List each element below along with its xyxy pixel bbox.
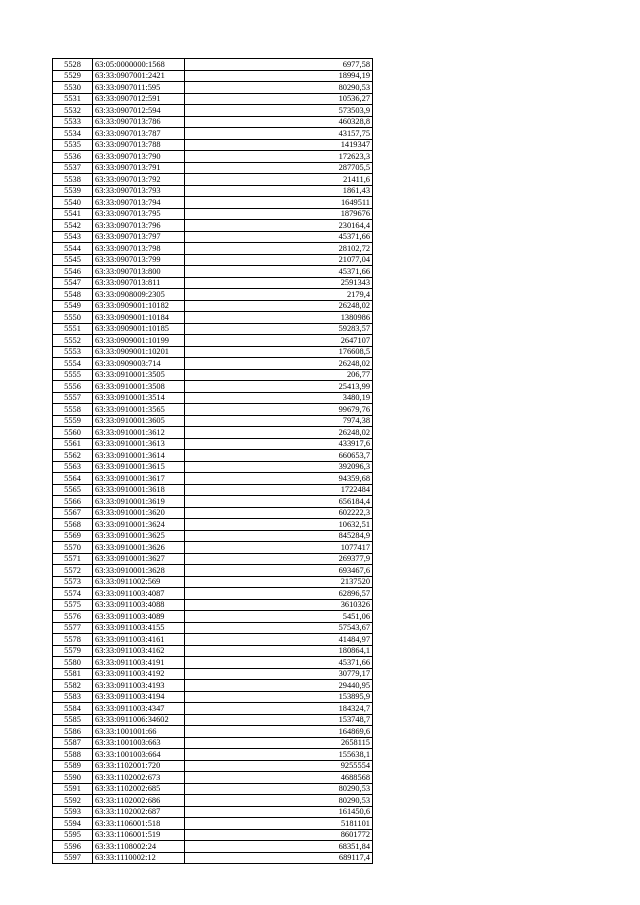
table-row xyxy=(53,70,373,82)
table-row xyxy=(53,289,373,301)
row-number-cell: 5568 xyxy=(53,519,93,531)
value-cell: 9255554 xyxy=(185,760,373,772)
row-number-cell: 5562 xyxy=(53,450,93,462)
row-number-cell: 5594 xyxy=(53,818,93,830)
row-number-cell: 5572 xyxy=(53,565,93,577)
value-cell: 59283,57 xyxy=(185,323,373,335)
cadastral-number-cell: 63:33:0911003:4089 xyxy=(93,611,185,623)
row-number-cell: 5559 xyxy=(53,415,93,427)
value-cell: 230164,4 xyxy=(185,220,373,232)
value-cell: 1649511 xyxy=(185,197,373,209)
value-cell: 5451,06 xyxy=(185,611,373,623)
row-number-cell: 5570 xyxy=(53,542,93,554)
row-number-cell: 5591 xyxy=(53,783,93,795)
value-cell: 2137520 xyxy=(185,576,373,588)
cadastral-number-cell: 63:33:1102002:673 xyxy=(93,772,185,784)
table-row xyxy=(53,243,373,255)
table-body xyxy=(53,59,373,864)
row-number-cell: 5553 xyxy=(53,346,93,358)
cadastral-number-cell: 63:33:1110002:12 xyxy=(93,852,185,864)
cadastral-number-cell: 63:33:0907013:790 xyxy=(93,151,185,163)
cadastral-number-cell: 63:33:0907013:788 xyxy=(93,139,185,151)
table-row xyxy=(53,128,373,140)
row-number-cell: 5557 xyxy=(53,392,93,404)
row-number-cell: 5592 xyxy=(53,795,93,807)
table-row xyxy=(53,645,373,657)
value-cell: 1861,43 xyxy=(185,185,373,197)
value-cell: 460328,8 xyxy=(185,116,373,128)
cadastral-number-cell: 63:33:0907013:791 xyxy=(93,162,185,174)
row-number-cell: 5582 xyxy=(53,680,93,692)
row-number-cell: 5544 xyxy=(53,243,93,255)
cadastral-number-cell: 63:33:0907001:2421 xyxy=(93,70,185,82)
table-row xyxy=(53,162,373,174)
table-row xyxy=(53,404,373,416)
value-cell: 433917,6 xyxy=(185,438,373,450)
row-number-cell: 5546 xyxy=(53,266,93,278)
table-row xyxy=(53,760,373,772)
row-number-cell: 5576 xyxy=(53,611,93,623)
cadastral-number-cell: 63:33:0911002:569 xyxy=(93,576,185,588)
value-cell: 172623,3 xyxy=(185,151,373,163)
row-number-cell: 5556 xyxy=(53,381,93,393)
table-row xyxy=(53,185,373,197)
value-cell: 602222,3 xyxy=(185,507,373,519)
value-cell: 689117,4 xyxy=(185,852,373,864)
table-row xyxy=(53,507,373,519)
table-row xyxy=(53,381,373,393)
value-cell: 68351,84 xyxy=(185,841,373,853)
cadastral-number-cell: 63:33:0907013:811 xyxy=(93,277,185,289)
cadastral-number-cell: 63:33:0911003:4087 xyxy=(93,588,185,600)
value-cell: 573503,9 xyxy=(185,105,373,117)
row-number-cell: 5563 xyxy=(53,461,93,473)
value-cell: 25413,99 xyxy=(185,381,373,393)
cadastral-number-cell: 63:33:0910001:3613 xyxy=(93,438,185,450)
value-cell: 2647107 xyxy=(185,335,373,347)
cadastral-number-cell: 63:33:0907013:798 xyxy=(93,243,185,255)
cadastral-number-cell: 63:05:0000000:1568 xyxy=(93,59,185,71)
cadastral-number-cell: 63:33:0907012:591 xyxy=(93,93,185,105)
value-cell: 3610326 xyxy=(185,599,373,611)
table-row xyxy=(53,254,373,266)
cadastral-number-cell: 63:33:0911006:34602 xyxy=(93,714,185,726)
cadastral-number-cell: 63:33:1102001:720 xyxy=(93,760,185,772)
table-row xyxy=(53,59,373,71)
row-number-cell: 5566 xyxy=(53,496,93,508)
row-number-cell: 5590 xyxy=(53,772,93,784)
table-row xyxy=(53,611,373,623)
cadastral-number-cell: 63:33:0909003:714 xyxy=(93,358,185,370)
value-cell: 99679,76 xyxy=(185,404,373,416)
row-number-cell: 5595 xyxy=(53,829,93,841)
value-cell: 1380986 xyxy=(185,312,373,324)
row-number-cell: 5532 xyxy=(53,105,93,117)
row-number-cell: 5555 xyxy=(53,369,93,381)
cadastral-number-cell: 63:33:0907012:594 xyxy=(93,105,185,117)
row-number-cell: 5529 xyxy=(53,70,93,82)
row-number-cell: 5589 xyxy=(53,760,93,772)
cadastral-number-cell: 63:33:0907013:794 xyxy=(93,197,185,209)
cadastral-number-cell: 63:33:1106001:518 xyxy=(93,818,185,830)
value-cell: 5181101 xyxy=(185,818,373,830)
cadastral-number-cell: 63:33:0907013:795 xyxy=(93,208,185,220)
table-row xyxy=(53,657,373,669)
row-number-cell: 5561 xyxy=(53,438,93,450)
cadastral-number-cell: 63:33:0911003:4193 xyxy=(93,680,185,692)
row-number-cell: 5575 xyxy=(53,599,93,611)
table-row xyxy=(53,599,373,611)
table-row xyxy=(53,841,373,853)
table-row xyxy=(53,484,373,496)
row-number-cell: 5543 xyxy=(53,231,93,243)
cadastral-number-cell: 63:33:0907013:797 xyxy=(93,231,185,243)
row-number-cell: 5573 xyxy=(53,576,93,588)
value-cell: 2658115 xyxy=(185,737,373,749)
row-number-cell: 5558 xyxy=(53,404,93,416)
cadastral-number-cell: 63:33:0909001:10185 xyxy=(93,323,185,335)
cadastral-number-cell: 63:33:1001003:663 xyxy=(93,737,185,749)
row-number-cell: 5531 xyxy=(53,93,93,105)
row-number-cell: 5580 xyxy=(53,657,93,669)
row-number-cell: 5549 xyxy=(53,300,93,312)
row-number-cell: 5596 xyxy=(53,841,93,853)
cadastral-number-cell: 63:33:0907013:793 xyxy=(93,185,185,197)
cadastral-number-cell: 63:33:0911003:4192 xyxy=(93,668,185,680)
table-row xyxy=(53,277,373,289)
row-number-cell: 5579 xyxy=(53,645,93,657)
value-cell: 45371,66 xyxy=(185,266,373,278)
row-number-cell: 5537 xyxy=(53,162,93,174)
value-cell: 693467,6 xyxy=(185,565,373,577)
table-row xyxy=(53,220,373,232)
cadastral-number-cell: 63:33:0910001:3619 xyxy=(93,496,185,508)
row-number-cell: 5571 xyxy=(53,553,93,565)
cadastral-number-cell: 63:33:1001003:664 xyxy=(93,749,185,761)
value-cell: 184324,7 xyxy=(185,703,373,715)
table-row xyxy=(53,116,373,128)
table-row xyxy=(53,565,373,577)
value-cell: 10632,51 xyxy=(185,519,373,531)
value-cell: 1077417 xyxy=(185,542,373,554)
cadastral-number-cell: 63:33:0910001:3627 xyxy=(93,553,185,565)
cadastral-number-cell: 63:33:0911003:4191 xyxy=(93,657,185,669)
table-row xyxy=(53,266,373,278)
value-cell: 845284,9 xyxy=(185,530,373,542)
value-cell: 206,77 xyxy=(185,369,373,381)
row-number-cell: 5565 xyxy=(53,484,93,496)
table-row xyxy=(53,300,373,312)
row-number-cell: 5551 xyxy=(53,323,93,335)
table-row xyxy=(53,438,373,450)
cadastral-number-cell: 63:33:0910001:3614 xyxy=(93,450,185,462)
cadastral-number-cell: 63:33:0908009:2305 xyxy=(93,289,185,301)
row-number-cell: 5584 xyxy=(53,703,93,715)
row-number-cell: 5586 xyxy=(53,726,93,738)
row-number-cell: 5569 xyxy=(53,530,93,542)
table-row xyxy=(53,726,373,738)
table-row xyxy=(53,208,373,220)
value-cell: 1419347 xyxy=(185,139,373,151)
value-cell: 153748,7 xyxy=(185,714,373,726)
table-row xyxy=(53,772,373,784)
cadastral-number-cell: 63:33:0910001:3615 xyxy=(93,461,185,473)
cadastral-number-cell: 63:33:0911003:4155 xyxy=(93,622,185,634)
value-cell: 4688568 xyxy=(185,772,373,784)
value-cell: 80290,53 xyxy=(185,783,373,795)
row-number-cell: 5583 xyxy=(53,691,93,703)
table-row xyxy=(53,369,373,381)
row-number-cell: 5540 xyxy=(53,197,93,209)
table-row xyxy=(53,415,373,427)
value-cell: 2591343 xyxy=(185,277,373,289)
row-number-cell: 5545 xyxy=(53,254,93,266)
cadastral-number-cell: 63:33:0910001:3626 xyxy=(93,542,185,554)
cadastral-number-cell: 63:33:0907011:595 xyxy=(93,82,185,94)
value-cell: 1722484 xyxy=(185,484,373,496)
row-number-cell: 5574 xyxy=(53,588,93,600)
cadastral-value-table xyxy=(52,58,373,864)
value-cell: 8601772 xyxy=(185,829,373,841)
value-cell: 3480,19 xyxy=(185,392,373,404)
table-row xyxy=(53,358,373,370)
row-number-cell: 5560 xyxy=(53,427,93,439)
row-number-cell: 5587 xyxy=(53,737,93,749)
table-row xyxy=(53,829,373,841)
row-number-cell: 5593 xyxy=(53,806,93,818)
row-number-cell: 5539 xyxy=(53,185,93,197)
table-row xyxy=(53,703,373,715)
table-row xyxy=(53,450,373,462)
cadastral-number-cell: 63:33:1102002:686 xyxy=(93,795,185,807)
cadastral-number-cell: 63:33:1102002:687 xyxy=(93,806,185,818)
row-number-cell: 5538 xyxy=(53,174,93,186)
cadastral-number-cell: 63:33:0910001:3514 xyxy=(93,392,185,404)
cadastral-number-cell: 63:33:0910001:3565 xyxy=(93,404,185,416)
row-number-cell: 5542 xyxy=(53,220,93,232)
value-cell: 43157,75 xyxy=(185,128,373,140)
row-number-cell: 5564 xyxy=(53,473,93,485)
cadastral-number-cell: 63:33:0907013:792 xyxy=(93,174,185,186)
table-row xyxy=(53,691,373,703)
row-number-cell: 5548 xyxy=(53,289,93,301)
table-row xyxy=(53,622,373,634)
cadastral-number-cell: 63:33:0910001:3624 xyxy=(93,519,185,531)
cadastral-number-cell: 63:33:0909001:10184 xyxy=(93,312,185,324)
cadastral-number-cell: 63:33:0910001:3620 xyxy=(93,507,185,519)
table-row xyxy=(53,588,373,600)
table-row xyxy=(53,749,373,761)
value-cell: 1879676 xyxy=(185,208,373,220)
table-row xyxy=(53,519,373,531)
row-number-cell: 5550 xyxy=(53,312,93,324)
table-row xyxy=(53,93,373,105)
row-number-cell: 5578 xyxy=(53,634,93,646)
table-row xyxy=(53,795,373,807)
table-row xyxy=(53,737,373,749)
row-number-cell: 5533 xyxy=(53,116,93,128)
cadastral-number-cell: 63:33:0909001:10182 xyxy=(93,300,185,312)
value-cell: 180864,1 xyxy=(185,645,373,657)
value-cell: 28102,72 xyxy=(185,243,373,255)
row-number-cell: 5534 xyxy=(53,128,93,140)
value-cell: 656184,4 xyxy=(185,496,373,508)
value-cell: 155638,1 xyxy=(185,749,373,761)
row-number-cell: 5577 xyxy=(53,622,93,634)
cadastral-number-cell: 63:33:1102002:685 xyxy=(93,783,185,795)
cadastral-number-cell: 63:33:0907013:799 xyxy=(93,254,185,266)
value-cell: 94359,68 xyxy=(185,473,373,485)
table-row xyxy=(53,461,373,473)
table-row xyxy=(53,553,373,565)
table-row xyxy=(53,542,373,554)
table-row xyxy=(53,392,373,404)
cadastral-number-cell: 63:33:0910001:3618 xyxy=(93,484,185,496)
table-row xyxy=(53,197,373,209)
value-cell: 80290,53 xyxy=(185,82,373,94)
value-cell: 26248,02 xyxy=(185,427,373,439)
table-row xyxy=(53,852,373,864)
value-cell: 176608,5 xyxy=(185,346,373,358)
table-row xyxy=(53,312,373,324)
table-row xyxy=(53,139,373,151)
row-number-cell: 5581 xyxy=(53,668,93,680)
value-cell: 18994,19 xyxy=(185,70,373,82)
value-cell: 30779,17 xyxy=(185,668,373,680)
value-cell: 161450,6 xyxy=(185,806,373,818)
cadastral-number-cell: 63:33:0907013:787 xyxy=(93,128,185,140)
cadastral-number-cell: 63:33:0911003:4088 xyxy=(93,599,185,611)
table-row xyxy=(53,231,373,243)
value-cell: 26248,02 xyxy=(185,358,373,370)
cadastral-number-cell: 63:33:0907013:796 xyxy=(93,220,185,232)
table-row xyxy=(53,346,373,358)
row-number-cell: 5554 xyxy=(53,358,93,370)
table-row xyxy=(53,806,373,818)
table-row xyxy=(53,576,373,588)
value-cell: 21077,04 xyxy=(185,254,373,266)
value-cell: 164869,6 xyxy=(185,726,373,738)
table-row xyxy=(53,174,373,186)
cadastral-number-cell: 63:33:0911003:4194 xyxy=(93,691,185,703)
table-row xyxy=(53,714,373,726)
value-cell: 660653,7 xyxy=(185,450,373,462)
value-cell: 6977,58 xyxy=(185,59,373,71)
value-cell: 26248,02 xyxy=(185,300,373,312)
cadastral-number-cell: 63:33:1106001:519 xyxy=(93,829,185,841)
cadastral-number-cell: 63:33:1108002:24 xyxy=(93,841,185,853)
table-row xyxy=(53,427,373,439)
value-cell: 80290,53 xyxy=(185,795,373,807)
cadastral-number-cell: 63:33:0911003:4162 xyxy=(93,645,185,657)
row-number-cell: 5585 xyxy=(53,714,93,726)
value-cell: 392096,3 xyxy=(185,461,373,473)
row-number-cell: 5530 xyxy=(53,82,93,94)
table-row xyxy=(53,335,373,347)
cadastral-number-cell: 63:33:1001001:66 xyxy=(93,726,185,738)
cadastral-number-cell: 63:33:0909001:10201 xyxy=(93,346,185,358)
table-row xyxy=(53,496,373,508)
row-number-cell: 5536 xyxy=(53,151,93,163)
cadastral-number-cell: 63:33:0910001:3508 xyxy=(93,381,185,393)
value-cell: 10536,27 xyxy=(185,93,373,105)
value-cell: 153895,9 xyxy=(185,691,373,703)
table-row xyxy=(53,151,373,163)
cadastral-number-cell: 63:33:0911003:4161 xyxy=(93,634,185,646)
row-number-cell: 5567 xyxy=(53,507,93,519)
row-number-cell: 5541 xyxy=(53,208,93,220)
value-cell: 57543,67 xyxy=(185,622,373,634)
cadastral-number-cell: 63:33:0907013:800 xyxy=(93,266,185,278)
table-row xyxy=(53,323,373,335)
table-row xyxy=(53,82,373,94)
value-cell: 7974,38 xyxy=(185,415,373,427)
value-cell: 41484,97 xyxy=(185,634,373,646)
table-row xyxy=(53,530,373,542)
row-number-cell: 5535 xyxy=(53,139,93,151)
value-cell: 21411,6 xyxy=(185,174,373,186)
value-cell: 45371,66 xyxy=(185,231,373,243)
cadastral-number-cell: 63:33:0911003:4347 xyxy=(93,703,185,715)
value-cell: 269377,9 xyxy=(185,553,373,565)
cadastral-number-cell: 63:33:0910001:3628 xyxy=(93,565,185,577)
cadastral-number-cell: 63:33:0910001:3625 xyxy=(93,530,185,542)
row-number-cell: 5552 xyxy=(53,335,93,347)
cadastral-number-cell: 63:33:0910001:3617 xyxy=(93,473,185,485)
table-row xyxy=(53,668,373,680)
cadastral-number-cell: 63:33:0910001:3505 xyxy=(93,369,185,381)
table-row xyxy=(53,105,373,117)
table-row xyxy=(53,818,373,830)
table-row xyxy=(53,783,373,795)
table-row xyxy=(53,634,373,646)
table-row xyxy=(53,680,373,692)
row-number-cell: 5597 xyxy=(53,852,93,864)
value-cell: 62896,57 xyxy=(185,588,373,600)
value-cell: 45371,66 xyxy=(185,657,373,669)
cadastral-number-cell: 63:33:0907013:786 xyxy=(93,116,185,128)
value-cell: 287705,5 xyxy=(185,162,373,174)
cadastral-number-cell: 63:33:0910001:3612 xyxy=(93,427,185,439)
cadastral-number-cell: 63:33:0909001:10199 xyxy=(93,335,185,347)
value-cell: 2179,4 xyxy=(185,289,373,301)
row-number-cell: 5588 xyxy=(53,749,93,761)
cadastral-number-cell: 63:33:0910001:3605 xyxy=(93,415,185,427)
row-number-cell: 5547 xyxy=(53,277,93,289)
value-cell: 29440,95 xyxy=(185,680,373,692)
row-number-cell: 5528 xyxy=(53,59,93,71)
table-row xyxy=(53,473,373,485)
